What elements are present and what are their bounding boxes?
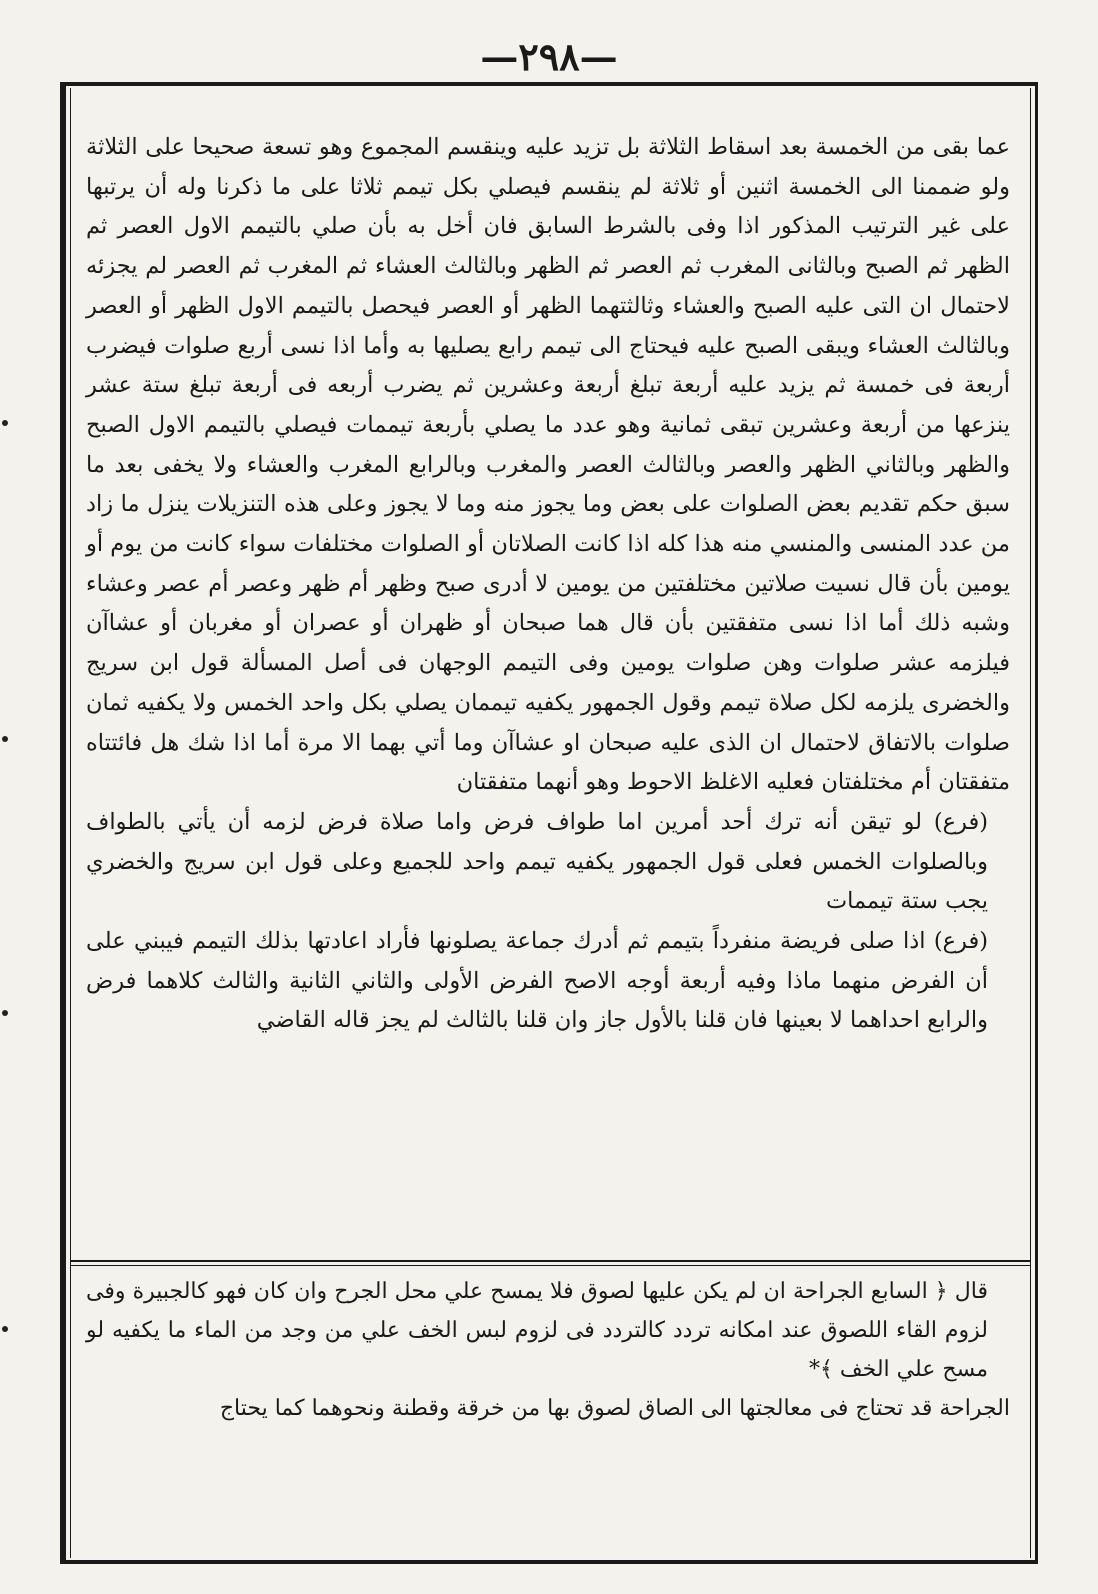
page-number: —٢٩٨— bbox=[480, 34, 618, 79]
commentary-text bbox=[86, 1272, 1010, 1428]
commentary-paragraph: قال ﴿ السابع الجراحة ان لم يكن عليها لصوق فلا يمسح علي محل الجرح وان كان فهو كالجبيرة وفى لزوم القاء اللصوق عند امكانه تردد كالتردد فى لزوم لبس الخف علي من وجد من الماء ما يكفيه لو مسح علي الخف ﴾* bbox=[86, 1279, 988, 1382]
main-paragraph: (فرع) لو تيقن أنه ترك أحد أمرين اما طواف فرض واما صلاة فرض لزمه أن يأتي بالطواف وبالصلوات الخمس فعلى قول الجمهور يكفيه تيمم واحد للجميع وعلى قول ابن سريج والخضري يجب ستة تيممات bbox=[86, 808, 988, 915]
binding-mark bbox=[2, 1326, 8, 1332]
binding-mark bbox=[2, 420, 8, 426]
main-paragraph: عما بقى من الخمسة بعد اسقاط الثلاثة بل تزيد عليه وينقسم المجموع وهو تسعة صحيحا على الثلاثة ولو ضممنا الى الخمسة اثنين أو ثلاثة لم ينقسم فيصلي بكل تيمم ثلاثا على ما ذكرنا وله أن يرتبها على غير الترتيب المذكور اذا وفى بالشرط السابق فان أخل به بأن صلي بالتيمم الاول العصر ثم الظهر ثم الصبح وبالثانى المغرب ثم العصر ثم الظهر وبالثالث العشاء ثم المغرب ثم العصر لم يجزئه لاحتمال ان التى عليه الصبح والعشاء وثالثتهما الظهر أو العصر فيحصل بالتيمم الاول الظهر أو العصر وبالثالث العشاء ويبقى الصبح عليه فيحتاج الى تيمم رابع يصليها به وأما اذا نسى أربع صلوات فيضرب أربعة فى خمسة ثم يزيد عليه أربعة تبلغ أربعة وعشرين ثم يضرب أربعه فى أربعة تبلغ ستة عشر ينزعها من أربعة وعشرين تبقى ثمانية وهو عدد ما يصلي بأربعة تيممات فيصلي بالتيمم الاول الصبح والظهر وبالثاني الظهر والعصر وبالثالث العصر والمغرب وبالرابع المغرب والعشاء ولا يخفى بعد ما سبق حكم تقديم بعض الصلوات على بعض وما يجوز منه وما لا يجوز وعلى هذه التنزيلات ينزل ما زاد من عدد المنسى والمنسي منه هذا كله اذا كانت الصلاتان أو الصلوات مختلفات سواء كانت من يوم أو يومين بأن قال نسيت صلاتين مختلفتين من يومين لا أدرى صبح وظهر أم ظهر وعصر أم عصر وعشاء وشبه ذلك أما اذا نسى متفقتين بأن قال هما صبحان أو ظهران أو عصران أو مغربان أو عشاآن فيلزمه عشر صلوات وهن صلوات يومين وفى التيمم الوجهان فى أصل المسألة قول ابن سريج والخضرى يلزمه لكل صلاة تيمم وقول الجمهور يكفيه تيممان يصلي بكل واحد الخمس ولا يكفيه ثمان صلوات بالاتفاق لاحتمال ان الذى عليه صبحان او عشاآن وما أتي بهما الا مرة أما اذا شك هل فائتتاه متفقتان أم مختلفتان فعليه الاغلظ الاحوط وهو أنهما متفقتان bbox=[86, 134, 1010, 796]
commentary-paragraph: الجراحة قد تحتاج فى معالجتها الى الصاق لصوق بها من خرقة وقطنة ونحوهما كما يحتاج bbox=[219, 1396, 1010, 1421]
binding-mark bbox=[2, 1010, 8, 1016]
binding-mark bbox=[2, 736, 8, 742]
main-paragraph: (فرع) اذا صلى فريضة منفرداً بتيمم ثم أدرك جماعة يصلونها فأراد اعادتها بذلك التيمم فيبني على أن الفرض منهما ماذا وفيه أربعة أوجه الاصح الفرض الأولى والثاني الثانية والثالث كلاهما فرض والرابع احداهما لا بعينها فان قلنا بالأول جاز وان قلنا بالثالث لم يجز قاله القاضي bbox=[86, 928, 988, 1034]
main-text bbox=[86, 128, 1010, 1041]
section-divider bbox=[70, 1260, 1030, 1262]
